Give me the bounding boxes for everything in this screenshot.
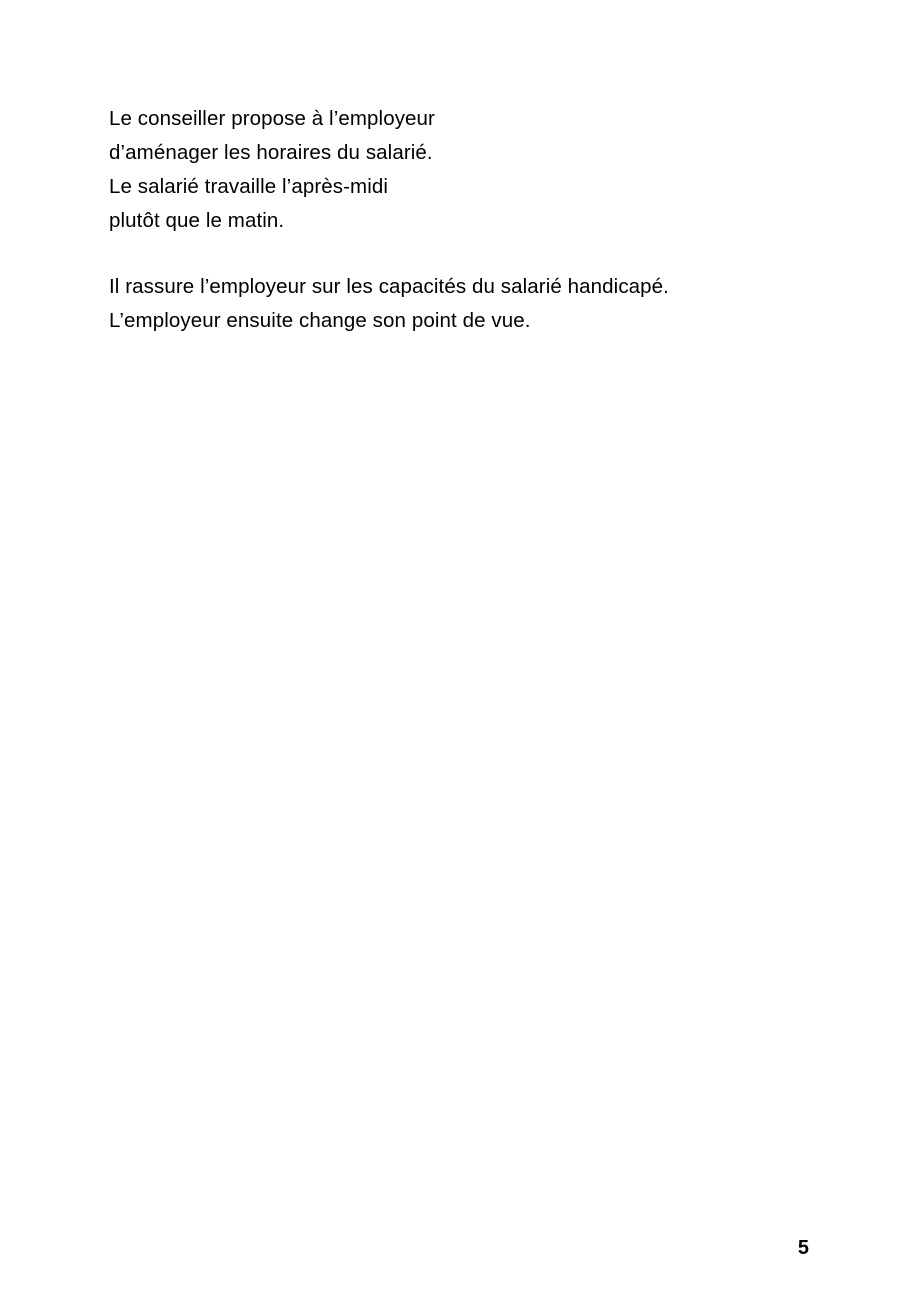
- document-body: [109, 102, 809, 338]
- paragraph-1-line-4: plutôt que le matin.: [109, 209, 285, 232]
- paragraph-2-line-2: L’employeur ensuite change son point de vue.: [109, 309, 531, 332]
- paragraph-2: [109, 270, 809, 338]
- paragraph-1-line-1: Le conseiller propose à l’employeur: [109, 107, 435, 130]
- paragraph-1-line-2: d’aménager les horaires du salarié.: [109, 141, 433, 164]
- paragraph-1-line-3: Le salarié travaille l’après-midi: [109, 175, 389, 198]
- paragraph-2-line-1: Il rassure l’employeur sur les capacités du salarié handicapé.: [109, 275, 669, 298]
- page-number: 5: [797, 1237, 809, 1259]
- paragraph-1: [109, 102, 809, 238]
